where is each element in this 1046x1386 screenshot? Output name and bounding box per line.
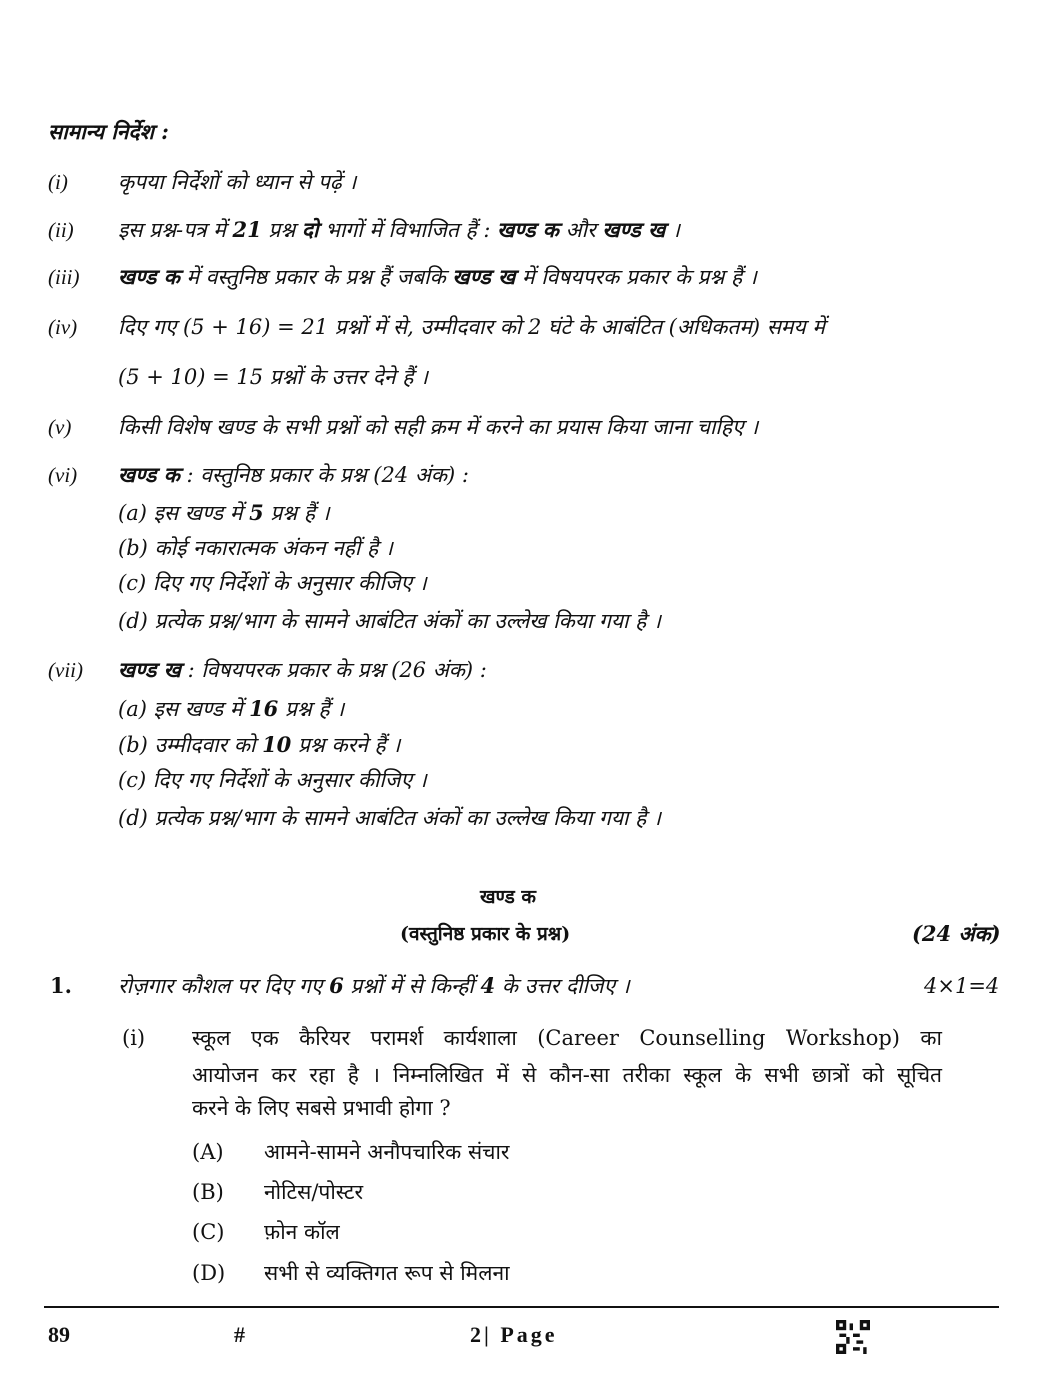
text-segment: प्रश्न करने हैं । [291,733,401,757]
instruction-text [118,313,825,341]
instruction-number: (v) [48,415,72,439]
instruction-text [118,263,757,291]
text-segment: (a) इस खण्ड में [118,697,250,721]
text-segment: में वस्तुनिष्ठ प्रकार के प्रश्न हैं जबकि [179,265,453,289]
bold-text: खण्ड क [118,462,180,487]
option-text: नोटिस/पोस्टर [264,1180,364,1204]
footer-rule [44,1306,999,1308]
sub-instruction [118,766,427,794]
instruction-number: (i) [48,170,68,194]
text-segment: (5 + 10) = 15 प्रश्नों के उत्तर देने हैं । [118,365,429,389]
text-segment: प्रश्न [261,218,302,242]
instruction-text [118,168,356,196]
text-segment: (b) कोई नकारात्मक अंकन नहीं है । [118,536,393,560]
sub-question-text: आयोजन कर रहा है । निम्नलिखित में से कौन-सा तरीका स्कूल के सभी छात्रों को सूचित [192,1063,942,1087]
option-text: सभी से व्यक्तिगत रूप से मिलना [264,1261,510,1285]
instruction-text [118,413,758,441]
question-marks: 4×1=4 [924,974,1000,998]
bold-text: दो [301,217,319,242]
option-text: आमने-सामने अनौपचारिक संचार [264,1140,510,1164]
text-segment: : विषयपरक प्रकार के प्रश्न (26 अंक) : [180,658,487,682]
bold-text: 6 [329,973,344,998]
text-segment: और [558,218,603,242]
bold-text: खण्ड ख [602,217,666,242]
section-name: खण्ड क [480,886,536,908]
text-segment: (d) प्रत्येक प्रश्न/भाग के सामने आबंटित अंकों का उल्लेख किया गया है । [118,609,661,633]
bold-text: 4 [480,973,496,998]
text-segment: भागों में विभाजित हैं : [318,218,498,242]
option-text: फ़ोन कॉल [264,1220,340,1244]
section-subtitle: (वस्तुनिष्ठ प्रकार के प्रश्न) [400,923,571,945]
bold-text: 21 [232,217,262,242]
bold-text: खण्ड क [118,264,180,289]
option-label: (B) [192,1180,224,1204]
option-label: (C) [192,1220,225,1244]
sub-instruction [118,534,393,562]
bold-text: 10 [262,732,292,757]
text-segment: (d) प्रत्येक प्रश्न/भाग के सामने आबंटित अंकों का उल्लेख किया गया है । [118,806,661,830]
sub-instruction [118,804,661,832]
text-segment: प्रश्न हैं । [263,501,330,525]
sub-instruction [118,499,330,527]
bold-text: 5 [249,500,264,525]
hash-mark: # [234,1322,245,1347]
instruction-number: (iii) [48,265,80,289]
text-segment: (c) दिए गए निर्देशों के अनुसार कीजिए । [118,768,427,792]
qr-code-icon [836,1320,870,1354]
text-segment: इस प्रश्न-पत्र में [118,218,233,242]
text-segment: (c) दिए गए निर्देशों के अनुसार कीजिए । [118,571,427,595]
sub-instruction [118,695,344,723]
text-segment: के उत्तर दीजिए । [495,974,630,998]
sub-instruction [118,569,427,597]
sub-question-text: करने के लिए सबसे प्रभावी होगा ? [192,1096,451,1120]
instruction-text [118,363,428,391]
instruction-text [118,656,487,684]
bold-text: 16 [249,696,279,721]
sub-question-text: स्कूल एक कैरियर परामर्श कार्यशाला (Career Counselling Workshop) का [192,1026,942,1050]
bold-text: खण्ड क [497,217,559,242]
option-label: (A) [192,1140,224,1164]
sub-instruction [118,607,661,635]
instruction-text [118,216,680,244]
instruction-number: (vi) [48,463,78,487]
text-segment: किसी विशेष खण्ड के सभी प्रश्नों को सही क्रम में करने का प्रयास किया जाना चाहिए । [118,415,759,439]
question-number: 1. [50,973,72,998]
bold-text: खण्ड ख [118,657,181,682]
instructions-title: सामान्य निर्देश : [48,119,169,144]
instruction-text [118,461,469,489]
instruction-number: (ii) [48,218,74,242]
text-segment: : वस्तुनिष्ठ प्रकार के प्रश्न (24 अंक) : [179,463,469,487]
page-number: 2| Page [470,1322,558,1347]
section-marks: (24 अंक) [912,921,1001,946]
text-segment: दिए गए (5 + 16) = 21 प्रश्नों में से, उम्मीदवार को 2 घंटे के आबंटित (अधिकतम) समय में [118,315,825,339]
text-segment: (a) इस खण्ड में [118,501,250,525]
text-segment: कृपया निर्देशों को ध्यान से पढ़ें । [118,170,357,194]
paper-code: 89 [48,1322,70,1347]
instruction-number: (vii) [48,658,83,682]
text-segment: में विषयपरक प्रकार के प्रश्न हैं । [515,265,757,289]
text-segment: । [665,218,680,242]
text-segment: (b) उम्मीदवार को [118,733,263,757]
text-segment: प्रश्नों में से किन्हीं [343,974,481,998]
bold-text: खण्ड ख [452,264,516,289]
sub-question-label: (i) [122,1026,146,1050]
text-segment: रोज़गार कौशल पर दिए गए [118,974,330,998]
instruction-number: (iv) [48,315,78,339]
text-segment: प्रश्न हैं । [278,697,345,721]
question-text [118,972,630,1000]
option-label: (D) [192,1261,226,1285]
sub-instruction [118,731,400,759]
